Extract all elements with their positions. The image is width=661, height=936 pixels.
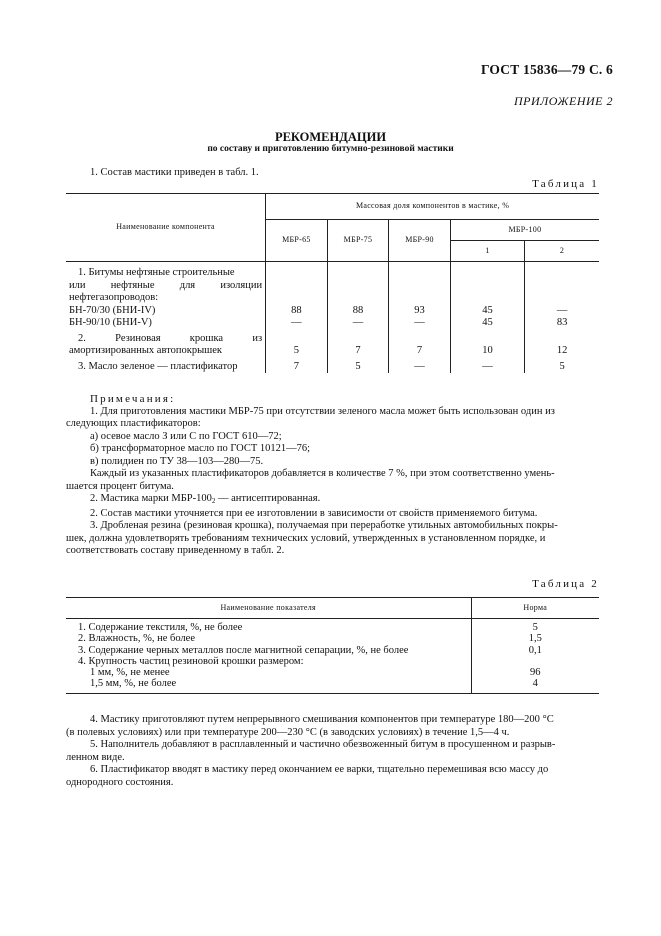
cell-value: 83 (525, 317, 599, 330)
col-mbr65: МБР-65 (266, 220, 328, 262)
table-row (66, 262, 599, 305)
note-line: шек, должна удовлетворять требованиям технических условий, утвержденных в установленном порядке, и (66, 532, 546, 544)
note-line: 2. Состав мастики уточняется при ее изготовлении в зависимости от свойств применяемого битума. (90, 507, 538, 519)
page-title: РЕКОМЕНДАЦИИ (274, 130, 387, 144)
table2-label: Таблица 2 (532, 578, 599, 590)
doc-reference: ГОСТ 15836—79 С. 6 (480, 62, 613, 77)
body-line: 4. Мастику приготовляют путем непрерывного смешивания компонентов при температуре 180—200 °С (90, 714, 554, 725)
body-line: 5. Наполнитель добавляют в расплавленный и частично обезвоженный битум в просушенном и разрыв- (90, 739, 556, 750)
cell-value: 7 (389, 330, 451, 358)
col-mbr100-1: 1 (450, 241, 524, 262)
cell-name: 1 мм, %, не менее (90, 667, 170, 679)
table-row (66, 656, 599, 667)
col-mbr100-2: 2 (525, 241, 599, 262)
cell-value: 45 (450, 305, 524, 318)
table1-label: Таблица 1 (532, 178, 599, 190)
cell-value: — (525, 305, 599, 318)
table-row (66, 305, 599, 318)
cell-name: БН-90/10 (БНИ-V) (69, 317, 152, 328)
cell-value: 10 (450, 330, 524, 358)
notes-heading: Примечания: (90, 393, 176, 405)
page-subtitle: по составу и приготовлению битумно-резиновой мастики (207, 144, 454, 154)
cell-value: 12 (525, 330, 599, 358)
intro-paragraph: 1. Состав мастики приведен в табл. 1. (90, 167, 259, 178)
note-line: соответствовать составу приведенному в табл. 2. (66, 545, 285, 556)
note-line: б) трансформаторное масло по ГОСТ 10121—76; (90, 443, 311, 454)
cell-value: 5 (266, 330, 328, 358)
note-line: 3. Дробленая резина (резиновая крошка), получаемая при переработке утильных автомобильных покры- (90, 520, 558, 531)
body-text (66, 714, 599, 789)
cell-name: 3. Масло зеленое — пластификатор (78, 360, 238, 372)
cell-name: БН-70/30 (БНИ-IV) (69, 304, 156, 316)
body-line: однородного состояния. (66, 776, 174, 788)
table-row (66, 645, 599, 656)
cell-name: 1,5 мм, %, не более (90, 678, 177, 690)
cell-value: 7 (266, 358, 328, 374)
cell-value: 7 (327, 330, 389, 358)
col-mbr75: МБР-75 (327, 220, 389, 262)
table-row (66, 633, 599, 644)
body-line: 6. Пластификатор вводят в мастику перед окончанием ее варки, тщательно перемешивая всю массу до (90, 764, 549, 775)
note-line: а) осевое масло З или С по ГОСТ 610—72; (90, 430, 282, 442)
col-indicator: Наименование показателя (220, 603, 317, 613)
cell-value: 96 (471, 667, 599, 678)
cell-value: — (389, 358, 451, 374)
cell-name: нефтегазопроводов: (69, 292, 159, 303)
table-row (66, 678, 599, 693)
appendix-label: ПРИЛОЖЕНИЕ 2 (514, 94, 613, 108)
col-group: Массовая доля компонентов в мастике, % (266, 194, 599, 220)
cell-value: 88 (266, 305, 328, 318)
col-mbr90: МБР-90 (389, 220, 451, 262)
composition-table (66, 193, 599, 373)
cell-value: 5 (471, 619, 599, 634)
table-row (66, 619, 599, 634)
cell-value: 5 (525, 358, 599, 374)
note-line: в) полидиен по ТУ 38—103—280—75. (90, 455, 264, 467)
table-row (66, 317, 599, 330)
cell-name: 2. Резиновая крошка из (78, 332, 263, 344)
cell-value: — (389, 317, 451, 330)
cell-value: 45 (450, 317, 524, 330)
cell-value: 88 (327, 305, 389, 318)
cell-name: 3. Содержание черных металлов после магнитной сепарации, %, не более (78, 644, 409, 656)
table-row (66, 667, 599, 678)
cell-value: 0,1 (471, 645, 599, 656)
note-line: шается процент битума. (66, 480, 174, 492)
note-line: 1. Для приготовления мастики МБР-75 при отсутствии зеленого масла может быть использован один из (90, 405, 555, 417)
body-line: ленном виде. (66, 751, 125, 763)
note-line: 2. Мастика марки МБР-$100_2$ — антисептированная. (90, 493, 321, 505)
cell-value: 93 (389, 305, 451, 318)
note-line: следующих пластификаторов: (66, 418, 201, 429)
cell-value: 4 (471, 678, 599, 693)
note-line: Каждый из указанных пластификаторов добавляется в количестве 7 %, при этом соответственно умень- (90, 468, 555, 479)
rubber-crumb-table (66, 597, 599, 694)
cell-name: или нефтяные для изоляции (69, 279, 263, 291)
col-component: Наименование компонента (66, 194, 266, 262)
body-line: (в полевых условиях) или при температуре 200—230 °С (в заводских условиях) в течение 1,5—4 ч. (66, 726, 510, 738)
cell-name: амортизированных автопокрышек (69, 345, 222, 356)
cell-name: 1. Битумы нефтяные строительные (78, 267, 235, 278)
cell-value (471, 656, 599, 667)
cell-value: — (327, 317, 389, 330)
cell-name: 2. Влажность, %, не более (78, 633, 195, 645)
table-row (66, 330, 599, 358)
cell-value: 5 (327, 358, 389, 374)
table-row (66, 358, 599, 374)
cell-name: 4. Крупность частиц резиновой крошки размером: (78, 655, 304, 667)
col-norm: Норма (471, 598, 599, 619)
cell-value: 1,5 (471, 633, 599, 644)
cell-name: 1. Содержание текстиля, %, не более (78, 622, 243, 633)
col-mbr100: МБР-100 (450, 220, 599, 241)
cell-value: — (266, 317, 328, 330)
notes-block (66, 393, 599, 558)
cell-value: — (450, 358, 524, 374)
